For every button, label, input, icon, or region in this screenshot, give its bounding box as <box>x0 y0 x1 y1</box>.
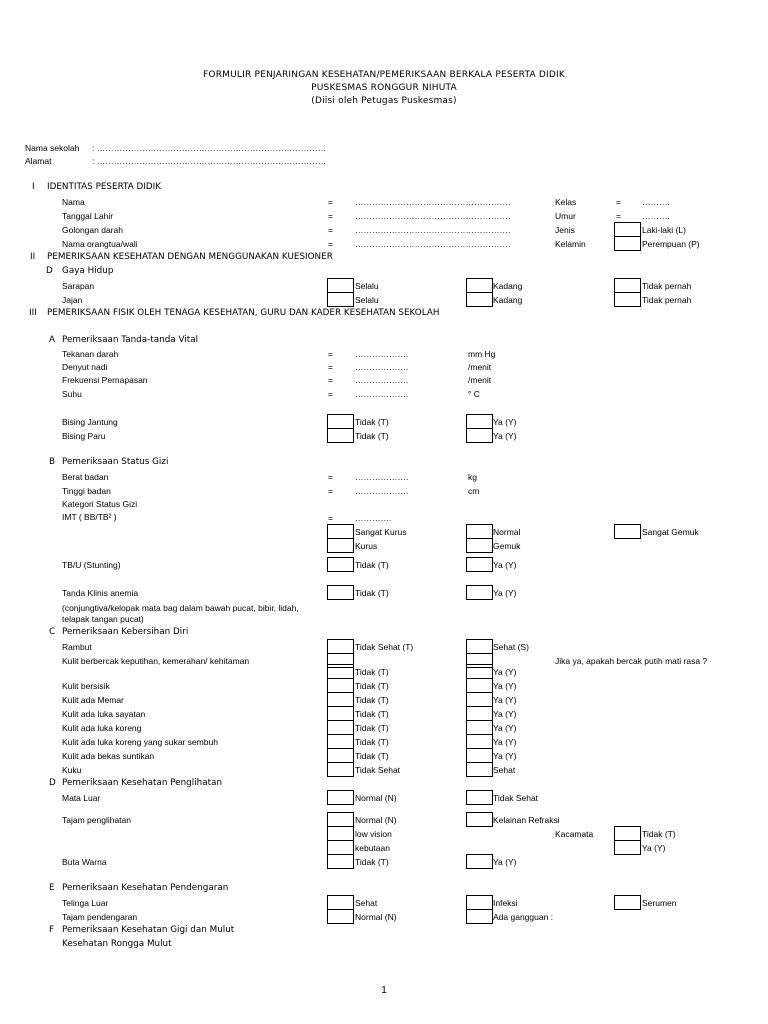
bising-jantung-tidak-checkbox[interactable] <box>327 414 354 429</box>
option-label: Tidak (T) <box>355 431 389 441</box>
kulit-suntikan-label: Kulit ada bekas suntikan <box>62 751 155 761</box>
option-label: Ya (Y) <box>642 843 666 853</box>
kuku-tidak-sehat-checkbox[interactable] <box>327 762 354 777</box>
option-label: Tidak (T) <box>355 588 389 598</box>
option-label: Sehat (S) <box>493 642 529 652</box>
mata-luar-tidak-sehat-checkbox[interactable] <box>466 790 493 805</box>
nama-label: Nama <box>62 197 85 207</box>
kulit-bersisik-tidak-checkbox[interactable] <box>327 678 354 693</box>
sangat-gemuk-checkbox[interactable] <box>614 524 641 539</box>
jajan-label: Jajan <box>62 295 83 305</box>
tekanan-darah-field[interactable]: ………………. <box>355 349 409 359</box>
kacamata-tidak-checkbox[interactable] <box>614 826 641 841</box>
puskesmas-name: PUSKESMAS RONGGUR NIHUTA <box>311 83 457 93</box>
option-label: Sangat Kurus <box>355 527 407 537</box>
kulit-koreng-sukar-ya-checkbox[interactable] <box>466 734 493 749</box>
golongan-darah-field[interactable]: ………………………………………………. <box>355 225 511 235</box>
nama-field[interactable]: ………………………………………………. <box>355 197 511 207</box>
kuku-sehat-checkbox[interactable] <box>466 762 493 777</box>
sarapan-tidak-pernah-checkbox[interactable] <box>614 278 641 293</box>
option-label: Sehat <box>355 898 378 908</box>
bising-paru-ya-checkbox[interactable] <box>466 428 493 443</box>
option-label: Tidak (T) <box>355 417 389 427</box>
subsection-d-letter: D <box>46 266 53 276</box>
kulit-memar-label: Kulit ada Memar <box>62 695 124 705</box>
anemia-ya-checkbox[interactable] <box>466 585 493 600</box>
option-label: Gemuk <box>493 541 521 551</box>
option-label: Tidak pernah <box>642 295 692 305</box>
equals-sign: = <box>616 197 621 207</box>
option-label: Infeksi <box>493 898 518 908</box>
suhu-field[interactable]: ………………. <box>355 389 409 399</box>
tajam-penglihatan-label: Tajam penglihatan <box>62 815 131 825</box>
kulit-koreng-tidak-checkbox[interactable] <box>327 720 354 735</box>
option-label: Sehat <box>493 765 516 775</box>
anemia-label: Tanda Klinis anemia <box>62 588 139 598</box>
unit-label: /menit <box>468 362 492 372</box>
subsection-b-letter: B <box>49 457 56 467</box>
equals-sign: = <box>328 362 333 372</box>
section-1-number: I <box>32 182 35 192</box>
kulit-koreng-sukar-label: Kulit ada luka koreng yang sukar sembuh <box>62 737 218 747</box>
buta-warna-tidak-checkbox[interactable] <box>327 854 354 869</box>
page-number: 1 <box>381 985 387 996</box>
equals-sign: = <box>328 513 333 523</box>
bising-jantung-ya-checkbox[interactable] <box>466 414 493 429</box>
mata-luar-label: Mata Luar <box>62 793 101 803</box>
pendengaran-gangguan-checkbox[interactable] <box>466 909 493 924</box>
option-label: Kadang <box>493 295 523 305</box>
gigi-mulut-title: Pemeriksaan Kesehatan Gigi dan Mulut <box>62 925 235 935</box>
rambut-label: Rambut <box>62 642 92 652</box>
gemuk-checkbox[interactable] <box>466 538 493 553</box>
sarapan-label: Sarapan <box>62 281 95 291</box>
jajan-tidak-pernah-checkbox[interactable] <box>614 292 641 307</box>
buta-warna-ya-checkbox[interactable] <box>466 854 493 869</box>
option-label: Tidak (T) <box>355 695 389 705</box>
kulit-koreng-sukar-tidak-checkbox[interactable] <box>327 734 354 749</box>
umur-label: Umur <box>555 211 576 221</box>
option-label: Selalu <box>355 281 379 291</box>
kulit-sayatan-ya-checkbox[interactable] <box>466 706 493 721</box>
school-name-label: Nama sekolah <box>25 143 80 153</box>
option-label: Tidak (T) <box>355 737 389 747</box>
school-name-field[interactable]: : ……………………………………………………………………… <box>92 143 327 153</box>
equals-sign: = <box>616 211 621 221</box>
option-label: Tidak Sehat (T) <box>355 642 414 652</box>
equals-sign: = <box>328 349 333 359</box>
option-label: Ya (Y) <box>493 751 517 761</box>
kuku-label: Kuku <box>62 765 82 775</box>
sangat-kurus-checkbox[interactable] <box>327 524 354 539</box>
section-2-number: II <box>30 252 36 262</box>
unit-label: mm Hg <box>468 349 496 359</box>
frekuensi-pernapasan-field[interactable]: ………………. <box>355 375 409 385</box>
tbu-stunting-label: TB/U (Stunting) <box>62 560 121 570</box>
normal-checkbox[interactable] <box>466 524 493 539</box>
kelainan-refraksi-checkbox[interactable] <box>466 812 493 827</box>
option-label: Ya (Y) <box>493 737 517 747</box>
form-subtitle: (Diisi oleh Petugas Puskesmas) <box>311 96 457 106</box>
form-title: FORMULIR PENJARINGAN KESEHATAN/PEMERIKSAAN BERKALA PESERTA DIDIK <box>203 70 565 80</box>
tinggi-badan-field[interactable]: ………………. <box>355 486 409 496</box>
option-label: Ya (Y) <box>493 709 517 719</box>
kurus-checkbox[interactable] <box>327 538 354 553</box>
option-label: Ya (Y) <box>493 681 517 691</box>
pendengaran-title: Pemeriksaan Kesehatan Pendengaran <box>62 883 229 893</box>
option-label: Tidak (T) <box>355 667 389 677</box>
imt-label: IMT ( BB/TB² ) <box>62 512 117 522</box>
kulit-memar-ya-checkbox[interactable] <box>466 692 493 707</box>
unit-label: kg <box>468 472 477 482</box>
equals-sign: = <box>328 225 333 235</box>
rongga-mulut-label: Kesehatan Rongga Mulut <box>62 939 172 949</box>
stunting-tidak-checkbox[interactable] <box>327 557 354 572</box>
anemia-tidak-checkbox[interactable] <box>327 585 354 600</box>
tanggal-lahir-field[interactable]: ………………………………………………. <box>355 211 511 221</box>
status-gizi-title: Pemeriksaan Status Gizi <box>62 457 169 467</box>
option-label: Normal (N) <box>355 912 397 922</box>
option-label: Tidak (T) <box>355 751 389 761</box>
tanggal-lahir-label: Tanggal Lahir <box>62 211 114 221</box>
pendengaran-normal-checkbox[interactable] <box>327 909 354 924</box>
rambut-sehat-checkbox[interactable] <box>466 639 493 654</box>
kelas-field[interactable]: ………. <box>642 197 670 207</box>
option-label: Tidak (T) <box>355 709 389 719</box>
bercak-tidak-checkbox[interactable] <box>327 664 354 679</box>
unit-label: ° C <box>468 389 480 399</box>
berat-badan-field[interactable]: ………………. <box>355 472 409 482</box>
option-label: Kelainan Refraksi <box>493 815 560 825</box>
tajam-pendengaran-label: Tajam pendengaran <box>62 912 138 922</box>
kulit-suntikan-tidak-checkbox[interactable] <box>327 748 354 763</box>
subsection-f-letter: F <box>49 925 55 935</box>
anemia-note: telapak tangan pucat) <box>62 614 144 624</box>
anemia-note: (conjungtiva/kelopak mata bag dalam bawah pucat, bibir, lidah, <box>62 603 299 613</box>
kebutaan-checkbox[interactable] <box>327 840 354 855</box>
tinggi-badan-label: Tinggi badan <box>62 486 111 496</box>
laki-laki-label: Laki-laki (L) <box>642 225 686 235</box>
option-label: Ya (Y) <box>493 695 517 705</box>
option-label: Tidak (T) <box>355 560 389 570</box>
subsection-d-letter: D <box>49 778 56 788</box>
kulit-bersisik-ya-checkbox[interactable] <box>466 678 493 693</box>
option-label: Tidak (T) <box>355 681 389 691</box>
mata-luar-normal-checkbox[interactable] <box>327 790 354 805</box>
bercak-ya-checkbox[interactable] <box>466 664 493 679</box>
bising-paru-label: Bising Paru <box>62 431 106 441</box>
option-label: Tidak (T) <box>355 723 389 733</box>
bercak-question: Jika ya, apakah bercak putih mati rasa ? <box>555 656 708 666</box>
stunting-ya-checkbox[interactable] <box>466 557 493 572</box>
option-label: Normal <box>493 527 521 537</box>
option-label: Ada gangguan : <box>493 912 554 922</box>
buta-warna-label: Buta Warna <box>62 857 107 867</box>
option-label: Tidak pernah <box>642 281 692 291</box>
imt-field[interactable]: …………. <box>355 513 392 523</box>
kulit-bersisik-label: Kulit bersisik <box>62 681 110 691</box>
kategori-status-gizi-label: Kategori Status Gizi <box>62 499 138 509</box>
school-address-label: Alamat <box>25 156 52 166</box>
rambut-tidak-sehat-checkbox[interactable] <box>327 639 354 654</box>
option-label: low vision <box>355 829 392 839</box>
option-label: Kadang <box>493 281 523 291</box>
perempuan-label: Perempuan (P) <box>642 239 700 249</box>
equals-sign: = <box>328 375 333 385</box>
subsection-a-letter: A <box>49 335 56 345</box>
vital-signs-title: Pemeriksaan Tanda-tanda Vital <box>62 335 199 345</box>
kebersihan-diri-title: Pemeriksaan Kebersihan Diri <box>62 627 189 637</box>
berat-badan-label: Berat badan <box>62 472 109 482</box>
low-vision-checkbox[interactable] <box>327 826 354 841</box>
option-label: Ya (Y) <box>493 431 517 441</box>
jenis-label: Jenis <box>555 225 575 235</box>
school-address-field[interactable]: : ……………………………………………………………………… <box>92 156 327 166</box>
kelas-label: Kelas <box>555 197 577 207</box>
equals-sign: = <box>328 239 333 249</box>
option-label: Tidak Sehat <box>493 793 539 803</box>
kulit-koreng-label: Kulit ada luka koreng <box>62 723 142 733</box>
option-label: Tidak Sehat <box>355 765 401 775</box>
telinga-sehat-checkbox[interactable] <box>327 895 354 910</box>
laki-laki-checkbox[interactable] <box>614 222 641 237</box>
denyut-nadi-field[interactable]: ………………. <box>355 362 409 372</box>
equals-sign: = <box>328 197 333 207</box>
bising-jantung-label: Bising Jantung <box>62 417 118 427</box>
kacamata-ya-checkbox[interactable] <box>614 840 641 855</box>
option-label: Ya (Y) <box>493 588 517 598</box>
sarapan-kadang-checkbox[interactable] <box>466 278 493 293</box>
option-label: Tidak (T) <box>642 829 676 839</box>
section-2-title: PEMERIKSAAN KESEHATAN DENGAN MENGGUNAKAN KUESIONER <box>47 252 333 262</box>
option-label: Serumen <box>642 898 677 908</box>
subsection-c-letter: C <box>49 627 56 637</box>
telinga-infeksi-checkbox[interactable] <box>466 895 493 910</box>
option-label: Ya (Y) <box>493 667 517 677</box>
option-label: Ya (Y) <box>493 560 517 570</box>
equals-sign: = <box>328 486 333 496</box>
equals-sign: = <box>328 389 333 399</box>
equals-sign: = <box>328 472 333 482</box>
penglihatan-normal-checkbox[interactable] <box>327 812 354 827</box>
nama-orangtua-field[interactable]: ………………………………………………. <box>355 239 511 249</box>
telinga-luar-label: Telinga Luar <box>62 898 109 908</box>
option-label: Tidak (T) <box>355 857 389 867</box>
kelamin-label: Kelamin <box>555 239 586 249</box>
unit-label: cm <box>468 486 480 496</box>
kulit-sayatan-tidak-checkbox[interactable] <box>327 706 354 721</box>
option-label: Kurus <box>355 541 378 551</box>
option-label: Normal (N) <box>355 793 397 803</box>
suhu-label: Suhu <box>62 389 82 399</box>
jajan-selalu-checkbox[interactable] <box>327 292 354 307</box>
kulit-suntikan-ya-checkbox[interactable] <box>466 748 493 763</box>
tekanan-darah-label: Tekanan darah <box>62 349 119 359</box>
golongan-darah-label: Golongan darah <box>62 225 123 235</box>
option-label: Ya (Y) <box>493 857 517 867</box>
kulit-koreng-ya-checkbox[interactable] <box>466 720 493 735</box>
penglihatan-title: Pemeriksaan Kesehatan Penglihatan <box>62 778 223 788</box>
kulit-bercak-label: Kulit berbercak keputihan, kemerahan/ kehitaman <box>62 656 250 666</box>
gaya-hidup-title: Gaya Hidup <box>62 266 114 276</box>
denyut-nadi-label: Denyut nadi <box>62 362 108 372</box>
sarapan-selalu-checkbox[interactable] <box>327 278 354 293</box>
subsection-e-letter: E <box>49 883 55 893</box>
equals-sign: = <box>328 211 333 221</box>
bising-paru-tidak-checkbox[interactable] <box>327 428 354 443</box>
option-label: kebutaan <box>355 843 390 853</box>
kacamata-label: Kacamata <box>555 829 594 839</box>
option-label: Ya (Y) <box>493 723 517 733</box>
section-1-title: IDENTITAS PESERTA DIDIK <box>47 182 162 192</box>
umur-field[interactable]: ………. <box>642 211 670 221</box>
unit-label: /menit <box>468 375 492 385</box>
perempuan-checkbox[interactable] <box>614 236 641 251</box>
section-3-title: PEMERIKSAAN FISIK OLEH TENAGA KESEHATAN, GURU DAN KADER KESEHATAN SEKOLAH <box>47 308 440 318</box>
kulit-memar-tidak-checkbox[interactable] <box>327 692 354 707</box>
option-label: Normal (N) <box>355 815 397 825</box>
option-label: Selalu <box>355 295 379 305</box>
option-label: Ya (Y) <box>493 417 517 427</box>
kulit-sayatan-label: Kulit ada luka sayatan <box>62 709 146 719</box>
jajan-kadang-checkbox[interactable] <box>466 292 493 307</box>
frekuensi-pernapasan-label: Frekuensi Pernapasan <box>62 375 148 385</box>
option-label: Sangat Gemuk <box>642 527 699 537</box>
nama-orangtua-label: Nama orangtua/wali <box>62 239 138 249</box>
telinga-serumen-checkbox[interactable] <box>614 895 641 910</box>
section-3-number: III <box>29 308 37 318</box>
